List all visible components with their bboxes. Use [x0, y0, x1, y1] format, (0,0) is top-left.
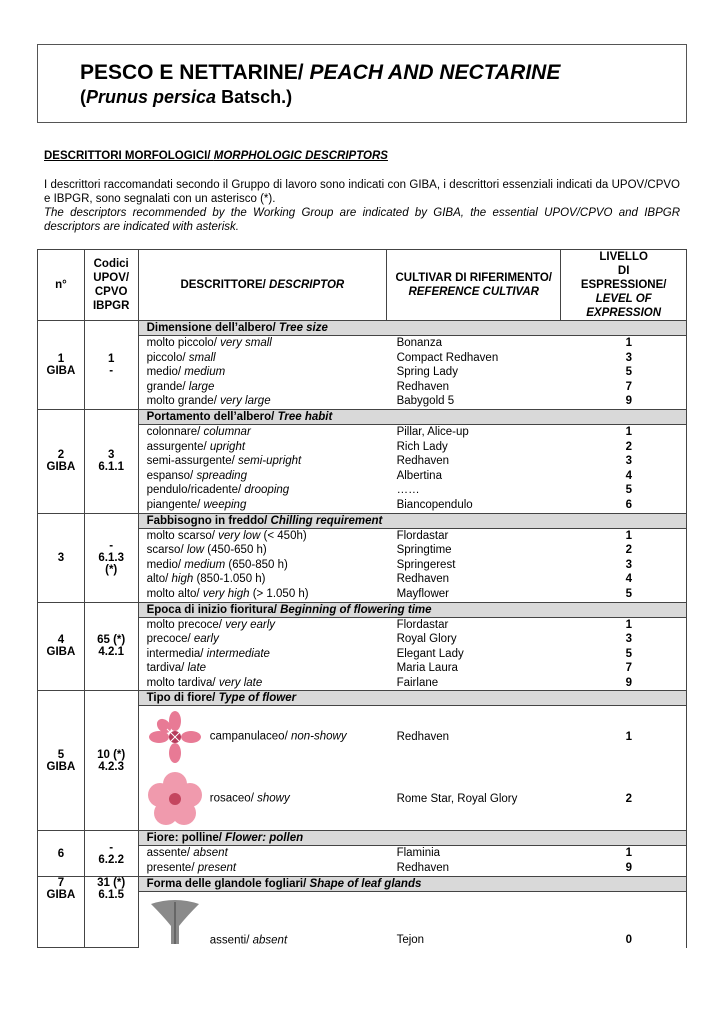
state-description	[139, 336, 397, 351]
state-english: absent	[193, 847, 228, 860]
descriptor-title-row	[38, 691, 687, 706]
reference-cultivar: Albertina	[396, 469, 442, 482]
descriptor-code	[84, 876, 138, 948]
expression-level: 3	[625, 558, 632, 571]
state-english: weeping	[203, 498, 247, 511]
code-line: 6.1.1	[98, 461, 124, 474]
code-line: 3	[107, 449, 115, 462]
header-level-line: LIVELLO	[599, 251, 648, 263]
descriptor-code	[84, 409, 138, 513]
expression-level: 9	[625, 395, 632, 408]
code-line: 31 (*)	[97, 876, 126, 889]
state-italian: campanulaceo/	[209, 731, 291, 744]
descriptor-category	[138, 321, 686, 336]
code-line: 6.2.2	[98, 853, 124, 866]
list-item	[139, 846, 686, 861]
state-italian: assenti/	[209, 934, 253, 947]
header-descriptor-italic: DESCRIPTOR	[269, 279, 345, 291]
state-italian: (650-850 h)	[225, 558, 288, 571]
list-item	[139, 861, 686, 876]
expression-level: 6	[625, 498, 632, 511]
header-cultivar	[387, 250, 561, 321]
number-line: 7	[57, 876, 65, 889]
reference-cultivar: Redhaven	[396, 573, 450, 586]
descriptor-category	[138, 513, 686, 528]
list-item	[139, 892, 686, 948]
category-italic: Beginning of flowering time	[280, 603, 432, 616]
reference-cultivar: Redhaven	[396, 862, 450, 875]
number-line: GIBA	[46, 760, 76, 773]
state-italian: grande/	[146, 380, 189, 393]
state-description	[139, 380, 397, 395]
number-line: 1	[57, 352, 65, 365]
subtitle-rest: Batsch.)	[216, 87, 293, 107]
list-item	[139, 618, 686, 633]
header-level-line: ESPRESSIONE/	[580, 279, 667, 291]
state-english: early	[193, 633, 219, 646]
reference-cultivar: Springerest	[396, 558, 456, 571]
list-item	[139, 351, 686, 366]
state-list	[139, 336, 686, 409]
header-codes-line: UPOV/	[93, 272, 130, 284]
state-italian: intermedia/	[146, 647, 207, 660]
state-english: semi-upright	[237, 455, 302, 468]
expression-level: 1	[625, 847, 632, 860]
list-item	[139, 558, 686, 573]
header-codes-line: Codici	[93, 258, 129, 270]
state-description	[139, 861, 397, 876]
category-italic: Type of flower	[218, 692, 297, 705]
list-item	[139, 572, 686, 587]
number-line: GIBA	[46, 364, 76, 377]
state-list	[139, 706, 686, 830]
state-italian: (> 1.050 h)	[249, 587, 309, 600]
subtitle-italic: Prunus persica	[86, 87, 217, 107]
reference-cultivar: Spring Lady	[396, 366, 458, 379]
reference-cultivar: Flaminia	[396, 847, 441, 860]
state-english: high	[171, 573, 194, 586]
state-italian: tardiva/	[146, 662, 188, 675]
state-description	[139, 440, 397, 455]
code-line: 10 (*)	[97, 748, 126, 761]
header-codes-line: CPVO	[94, 286, 128, 298]
reference-cultivar: Biancopendulo	[396, 498, 473, 511]
leaf-icon	[147, 898, 203, 948]
state-italian: scarso/	[146, 544, 187, 557]
state-english: medium	[184, 558, 226, 571]
list-item	[139, 632, 686, 647]
state-description	[139, 618, 397, 633]
state-english: very large	[220, 395, 271, 408]
descriptor-number	[38, 691, 85, 831]
expression-level: 3	[625, 455, 632, 468]
expression-level: 4	[625, 469, 632, 482]
state-description	[139, 661, 397, 676]
descriptor-title-row	[38, 602, 687, 617]
page-title	[80, 61, 560, 85]
descriptor-category	[138, 831, 686, 846]
state-description	[139, 647, 397, 662]
state-english: very high	[202, 587, 250, 600]
expression-level: 1	[625, 529, 632, 542]
intro-english: The descriptors recommended by the Working Group are indicated by GIBA, the essential UPOV/CPVO and IBPGR descriptors are indicated with asterisk.	[44, 207, 680, 233]
state-italian: molto scarso/	[146, 529, 219, 542]
reference-cultivar: Springtime	[396, 544, 452, 557]
state-italian: piccolo/	[146, 351, 189, 364]
descriptor-title-row	[38, 876, 687, 891]
expression-level: 5	[625, 484, 632, 497]
list-item	[139, 336, 686, 351]
reference-cultivar: Elegant Lady	[396, 647, 464, 660]
flower-non-showy-icon	[147, 709, 203, 765]
list-item	[139, 454, 686, 469]
expression-level: 1	[625, 337, 632, 349]
list-item	[139, 587, 686, 602]
state-italian: semi-assurgente/	[146, 455, 238, 468]
state-italian: molto tardiva/	[146, 676, 219, 689]
reference-cultivar: Redhaven	[396, 455, 450, 468]
state-italian: molto alto/	[146, 587, 203, 600]
descriptor-code	[84, 321, 138, 410]
reference-cultivar: Pillar, Alice-up	[396, 425, 469, 438]
state-english: present	[197, 862, 237, 875]
reference-cultivar: Babygold 5	[396, 395, 455, 408]
descriptor-title-row	[38, 831, 687, 846]
descriptor-number	[38, 831, 85, 876]
expression-level: 9	[625, 862, 632, 875]
number-line: 5	[57, 748, 65, 761]
descriptor-title-row	[38, 321, 687, 336]
expression-level: 9	[625, 676, 632, 689]
header-codes-line: IBPGR	[92, 300, 130, 312]
number-line: 2	[57, 449, 65, 462]
state-description	[139, 543, 397, 558]
state-description	[139, 529, 397, 544]
subtitle-open: (	[80, 87, 86, 107]
header-cultivar-plain: CULTIVAR DI RIFERIMENTO/	[395, 272, 552, 284]
state-english: very small	[220, 337, 272, 349]
state-list	[139, 529, 686, 602]
title-plain: PESCO E NETTARINE/	[80, 61, 310, 84]
header-level	[561, 250, 687, 321]
state-list	[139, 892, 686, 948]
descriptor-category	[138, 876, 686, 891]
state-description	[139, 676, 397, 691]
header-descriptor	[138, 250, 387, 321]
descriptor-category	[138, 409, 686, 424]
code-line: 4.2.1	[98, 646, 124, 659]
reference-cultivar: ……	[396, 484, 420, 497]
expression-level: 1	[625, 731, 632, 744]
state-english: upright	[209, 440, 246, 453]
reference-cultivar: Mayflower	[396, 587, 449, 600]
state-italian: medio/	[146, 366, 185, 379]
state-description	[139, 768, 397, 830]
descriptor-code	[84, 513, 138, 602]
list-item	[139, 529, 686, 544]
category-italic: Chilling requirement	[270, 514, 383, 527]
state-description	[139, 572, 397, 587]
state-italian: (850-1.050 h)	[193, 573, 266, 586]
number-line: 6	[57, 847, 65, 860]
expression-level: 3	[625, 633, 632, 646]
state-italian: presente/	[146, 862, 198, 875]
category-italic: Tree size	[278, 322, 328, 334]
category-plain: Fabbisogno in freddo/	[146, 514, 271, 527]
state-description	[139, 469, 397, 484]
state-italian: molto grande/	[146, 395, 221, 408]
header-level-italic: LEVEL OF	[595, 293, 652, 305]
state-description	[139, 365, 397, 380]
list-item	[139, 647, 686, 662]
state-english: medium	[184, 366, 226, 379]
number-line: GIBA	[46, 461, 76, 474]
category-plain: Portamento dell’albero/	[146, 410, 278, 423]
code-line: 4.2.3	[98, 760, 124, 773]
header-codes	[84, 250, 138, 321]
state-description	[139, 498, 397, 513]
title-box	[37, 44, 687, 123]
category-plain: Forma delle glandole fogliari/	[146, 877, 310, 890]
state-english: small	[188, 351, 216, 364]
expression-level: 1	[625, 425, 632, 438]
expression-level: 2	[625, 793, 632, 806]
state-list	[139, 618, 686, 691]
list-item	[139, 380, 686, 395]
list-item	[139, 394, 686, 409]
state-italian: (450-650 h)	[204, 544, 267, 557]
header-cultivar-italic: REFERENCE CULTIVAR	[408, 286, 539, 298]
state-italian: molto precoce/	[146, 618, 226, 631]
descriptor-number	[38, 321, 85, 410]
code-line: -	[109, 841, 114, 854]
reference-cultivar: Flordastar	[396, 618, 449, 631]
list-item	[139, 676, 686, 691]
header-level-line: DI	[617, 265, 630, 277]
descriptor-number	[38, 513, 85, 602]
reference-cultivar: Maria Laura	[396, 662, 458, 675]
code-line: -	[109, 539, 114, 552]
list-item	[139, 498, 686, 513]
state-italian: assurgente/	[146, 440, 210, 453]
expression-level: 7	[625, 662, 632, 675]
list-item	[139, 425, 686, 440]
state-description	[139, 846, 397, 861]
expression-level: 2	[625, 440, 632, 453]
state-italian: pendulo/ricadente/	[146, 484, 245, 497]
category-plain: Epoca di inizio fioritura/	[146, 603, 281, 616]
descriptor-code	[84, 831, 138, 876]
state-italian: molto piccolo/	[146, 337, 221, 349]
code-line: 6.1.3	[98, 551, 124, 564]
expression-level: 4	[625, 573, 632, 586]
code-line: 6.1.5	[98, 888, 124, 901]
list-item	[139, 483, 686, 498]
state-italian: rosaceo/	[209, 793, 258, 806]
list-item	[139, 543, 686, 558]
number-line: 3	[57, 551, 65, 564]
header-level-italic: EXPRESSION	[586, 307, 662, 319]
descriptor-code	[84, 691, 138, 831]
descriptor-code	[84, 602, 138, 691]
state-italian: espanso/	[146, 469, 197, 482]
section-plain: DESCRITTORI MORFOLOGICI/	[44, 150, 214, 162]
table-header-row	[38, 250, 687, 321]
title-italic: PEACH AND NECTARINE	[309, 61, 561, 84]
number-line: GIBA	[46, 888, 76, 901]
expression-level: 5	[625, 366, 632, 379]
state-english: very late	[218, 676, 263, 689]
category-plain: Tipo di fiore/	[146, 692, 219, 705]
code-line: (*)	[105, 563, 118, 576]
list-item	[139, 661, 686, 676]
descriptor-category	[138, 602, 686, 617]
category-italic: Tree habit	[277, 410, 333, 423]
state-english: columnar	[203, 425, 251, 438]
list-item	[139, 706, 686, 768]
state-english: showy	[257, 793, 290, 806]
list-item	[139, 469, 686, 484]
expression-level: 5	[625, 587, 632, 600]
category-italic: Flower: pollen	[225, 832, 304, 845]
state-english: very low	[218, 529, 261, 542]
state-italian: colonnare/	[146, 425, 204, 438]
state-english: very early	[225, 618, 276, 631]
state-english: drooping	[244, 484, 290, 497]
state-description	[139, 892, 397, 948]
state-italian: piangente/	[146, 498, 204, 511]
reference-cultivar: Rome Star, Royal Glory	[396, 793, 518, 806]
state-italian: (< 450h)	[260, 529, 307, 542]
descriptor-title-row	[38, 513, 687, 528]
state-description	[139, 454, 397, 469]
category-italic: Shape of leaf glands	[309, 877, 422, 890]
code-line: 1	[107, 352, 115, 365]
reference-cultivar: Royal Glory	[396, 633, 457, 646]
code-line: 65 (*)	[97, 634, 126, 647]
state-description	[139, 483, 397, 498]
reference-cultivar: Redhaven	[396, 731, 450, 744]
reference-cultivar: Tejon	[396, 934, 425, 947]
reference-cultivar: Compact Redhaven	[396, 351, 499, 364]
list-item	[139, 768, 686, 830]
number-line: GIBA	[46, 646, 76, 659]
expression-level: 1	[625, 618, 632, 631]
page-subtitle	[80, 87, 292, 108]
state-description	[139, 394, 397, 409]
descriptor-table	[37, 249, 687, 948]
descriptor-category	[138, 691, 686, 706]
descriptor-title-row	[38, 409, 687, 424]
reference-cultivar: Rich Lady	[396, 440, 448, 453]
state-english: intermediate	[206, 647, 270, 660]
expression-level: 5	[625, 647, 632, 660]
code-line: -	[109, 364, 114, 377]
category-plain: Dimensione dell’albero/	[146, 322, 279, 334]
state-italian: precoce/	[146, 633, 194, 646]
descriptor-number	[38, 409, 85, 513]
section-heading	[44, 150, 388, 162]
state-english: late	[187, 662, 207, 675]
state-english: non-showy	[290, 731, 347, 744]
state-list	[139, 846, 686, 875]
flower-showy-icon	[147, 771, 203, 827]
reference-cultivar: Bonanza	[396, 337, 442, 349]
intro-italian: I descrittori raccomandati secondo il Gruppo di lavoro sono indicati con GIBA, i descrittori essenziali indicati da UPOV/CPVO e IBPGR, sono segnalati con un asterisco (*).	[44, 179, 680, 205]
list-item	[139, 365, 686, 380]
state-italian: medio/	[146, 558, 185, 571]
state-italian: assente/	[146, 847, 194, 860]
reference-cultivar: Redhaven	[396, 380, 450, 393]
state-english: large	[188, 380, 215, 393]
state-description	[139, 558, 397, 573]
expression-level: 2	[625, 544, 632, 557]
expression-level: 3	[625, 351, 632, 364]
descriptor-number	[38, 602, 85, 691]
descriptor-number	[38, 876, 85, 948]
section-italic: MORPHOLOGIC DESCRIPTORS	[213, 150, 388, 162]
state-english: spreading	[196, 469, 247, 482]
state-italian: alto/	[146, 573, 172, 586]
list-item	[139, 440, 686, 455]
state-english: low	[186, 544, 205, 557]
header-number: n°	[38, 250, 85, 321]
header-descriptor-plain: DESCRITTORE/	[180, 279, 270, 291]
state-description	[139, 351, 397, 366]
state-english: absent	[252, 934, 288, 947]
state-description	[139, 706, 397, 768]
number-line: 4	[57, 634, 65, 647]
state-list	[139, 425, 686, 513]
expression-level: 0	[625, 934, 632, 947]
state-description	[139, 632, 397, 647]
reference-cultivar: Flordastar	[396, 529, 449, 542]
state-description	[139, 587, 397, 602]
expression-level: 7	[625, 380, 632, 393]
reference-cultivar: Fairlane	[396, 676, 439, 689]
category-plain: Fiore: polline/	[146, 832, 226, 845]
state-description	[139, 425, 397, 440]
